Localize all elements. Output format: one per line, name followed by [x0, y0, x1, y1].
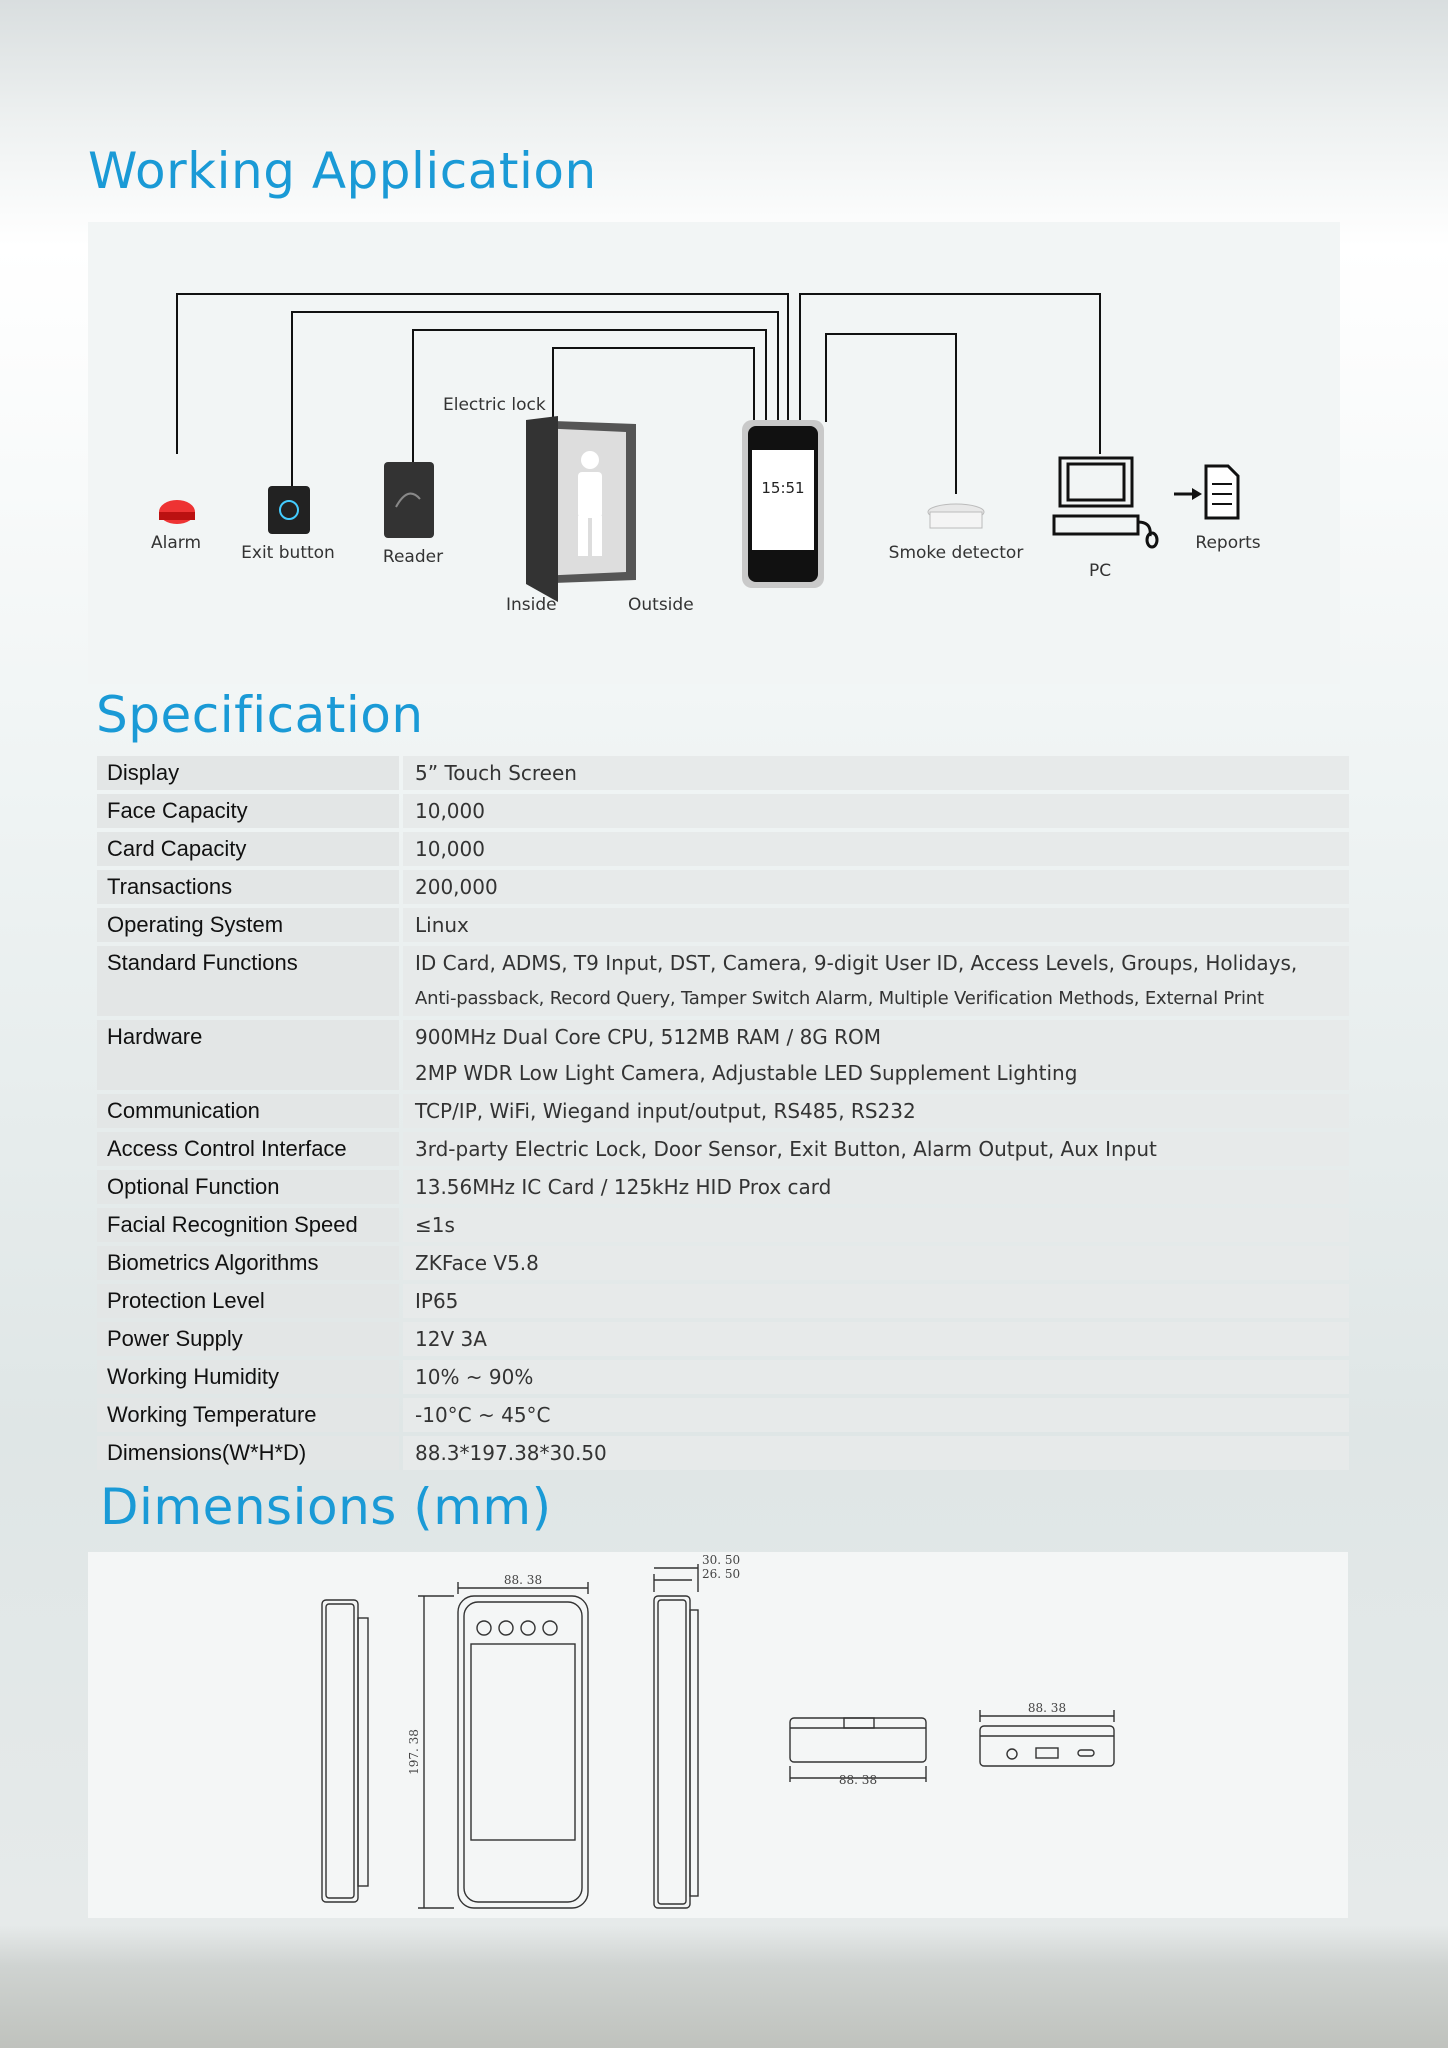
- spec-row: [97, 1094, 1349, 1128]
- spec-value: [403, 1360, 1349, 1394]
- depth-body-label: 26. 50: [702, 1567, 741, 1581]
- spec-value: [403, 832, 1349, 866]
- spec-row: [97, 1020, 1349, 1090]
- electric-lock-label: Electric lock: [443, 395, 546, 415]
- depth-total-label: 30. 50: [702, 1553, 741, 1567]
- side-view-right: [654, 1564, 698, 1908]
- spec-row: [97, 946, 1349, 1016]
- spec-value-line: Linux: [415, 913, 469, 937]
- spec-row: [97, 908, 1349, 942]
- exit-button-label: Exit button: [241, 543, 335, 563]
- reports-icon: [1206, 466, 1238, 518]
- spec-row: [97, 1322, 1349, 1356]
- side-view-left: [322, 1600, 368, 1902]
- working-application-diagram: [88, 222, 1340, 684]
- spec-value-line: TCP/IP, WiFi, Wiegand input/output, RS485, RS232: [415, 1099, 916, 1123]
- spec-value-line: 88.3*197.38*30.50: [415, 1441, 607, 1465]
- spec-row: [97, 1208, 1349, 1242]
- spec-row: [97, 832, 1349, 866]
- front-height-label: 197. 38: [407, 1729, 421, 1775]
- spec-value-line: 3rd-party Electric Lock, Door Sensor, Exit Button, Alarm Output, Aux Input: [415, 1137, 1157, 1161]
- spec-label: Power Supply: [97, 1322, 399, 1356]
- spec-label: Hardware: [97, 1020, 399, 1090]
- dimension-drawing-svg: [88, 1552, 1348, 1918]
- spec-label: Card Capacity: [97, 832, 399, 866]
- wiring-diagram: [88, 222, 1340, 684]
- spec-label: Operating System: [97, 908, 399, 942]
- spec-value-line: 13.56MHz IC Card / 125kHz HID Prox card: [415, 1175, 832, 1199]
- spec-value: [403, 1094, 1349, 1128]
- spec-value: [403, 1020, 1349, 1090]
- spec-value-line: 10,000: [415, 837, 485, 861]
- spec-row: [97, 870, 1349, 904]
- spec-value: [403, 1398, 1349, 1432]
- spec-value-line: 10% ~ 90%: [415, 1365, 534, 1389]
- smoke-detector-label: Smoke detector: [888, 543, 1024, 563]
- spec-value-line: ID Card, ADMS, T9 Input, DST, Camera, 9-digit User ID, Access Levels, Groups, Holidays,: [415, 951, 1298, 975]
- working-application-title: Working Application: [88, 142, 597, 200]
- spec-label: Working Humidity: [97, 1360, 399, 1394]
- spec-label: Display: [97, 756, 399, 790]
- spec-row: [97, 1132, 1349, 1166]
- spec-label: Biometrics Algorithms: [97, 1246, 399, 1280]
- spec-row: [97, 1246, 1349, 1280]
- spec-label: Face Capacity: [97, 794, 399, 828]
- spec-value: [403, 1208, 1349, 1242]
- top-view: [980, 1710, 1114, 1766]
- spec-value-line: 900MHz Dual Core CPU, 512MB RAM / 8G ROM: [415, 1025, 882, 1049]
- smoke-detector-icon: [928, 504, 984, 528]
- exit-button-icon: [268, 486, 310, 534]
- spec-value: [403, 794, 1349, 828]
- spec-row: [97, 1436, 1349, 1470]
- front-view: [418, 1582, 588, 1908]
- top-width-label: 88. 38: [1027, 1701, 1067, 1715]
- reports-label: Reports: [1195, 533, 1261, 553]
- spec-row: [97, 1170, 1349, 1204]
- spec-value-line: 12V 3A: [415, 1327, 487, 1351]
- spec-label: Access Control Interface: [97, 1132, 399, 1166]
- reader-label: Reader: [382, 547, 444, 567]
- spec-value: [403, 1170, 1349, 1204]
- alarm-label: Alarm: [150, 533, 202, 553]
- inside-label: Inside: [506, 595, 557, 615]
- door-icon: [526, 416, 636, 602]
- spec-value: [403, 1322, 1349, 1356]
- spec-label: Standard Functions: [97, 946, 399, 1016]
- spec-label: Transactions: [97, 870, 399, 904]
- spec-row: [97, 1284, 1349, 1318]
- spec-value-line: 2MP WDR Low Light Camera, Adjustable LED Supplement Lighting: [415, 1061, 1078, 1085]
- spec-row: [97, 794, 1349, 828]
- spec-label: Protection Level: [97, 1284, 399, 1318]
- face-terminal-icon: [742, 420, 824, 588]
- spec-value: [403, 1246, 1349, 1280]
- spec-value-line: 200,000: [415, 875, 498, 899]
- spec-value: [403, 870, 1349, 904]
- spec-value: [403, 908, 1349, 942]
- spec-value-line: Anti-passback, Record Query, Tamper Switch Alarm, Multiple Verification Methods, External Print: [415, 988, 1264, 1009]
- spec-value-line: IP65: [415, 1289, 459, 1313]
- specification-table: [97, 756, 1349, 1474]
- spec-value: [403, 1284, 1349, 1318]
- alarm-icon: [159, 500, 195, 524]
- spec-value: [403, 756, 1349, 790]
- spec-label: Facial Recognition Speed: [97, 1208, 399, 1242]
- spec-value: [403, 946, 1349, 1016]
- spec-row: [97, 756, 1349, 790]
- pc-icon: [1054, 458, 1157, 547]
- spec-value-line: 10,000: [415, 799, 485, 823]
- spec-row: [97, 1360, 1349, 1394]
- bottom-width-label: 88. 38: [838, 1773, 878, 1787]
- front-width-label: 88. 38: [503, 1573, 543, 1587]
- dimensions-title: Dimensions (mm): [100, 1478, 552, 1536]
- specification-title: Specification: [96, 686, 424, 744]
- pc-label: PC: [1088, 561, 1112, 581]
- dimensions-drawing: [88, 1552, 1348, 1918]
- spec-label: Working Temperature: [97, 1398, 399, 1432]
- spec-value-line: ≤1s: [415, 1213, 455, 1237]
- spec-row: [97, 1398, 1349, 1432]
- spec-value: [403, 1436, 1349, 1470]
- spec-value: [403, 1132, 1349, 1166]
- outside-label: Outside: [628, 595, 694, 615]
- spec-label: Communication: [97, 1094, 399, 1128]
- device-time: 15:51: [761, 479, 805, 497]
- spec-label: Dimensions(W*H*D): [97, 1436, 399, 1470]
- spec-value-line: -10°C ~ 45°C: [415, 1403, 551, 1427]
- spec-value-line: ZKFace V5.8: [415, 1251, 539, 1275]
- spec-value-line: 5” Touch Screen: [415, 761, 577, 785]
- spec-label: Optional Function: [97, 1170, 399, 1204]
- card-reader-icon: [384, 462, 434, 538]
